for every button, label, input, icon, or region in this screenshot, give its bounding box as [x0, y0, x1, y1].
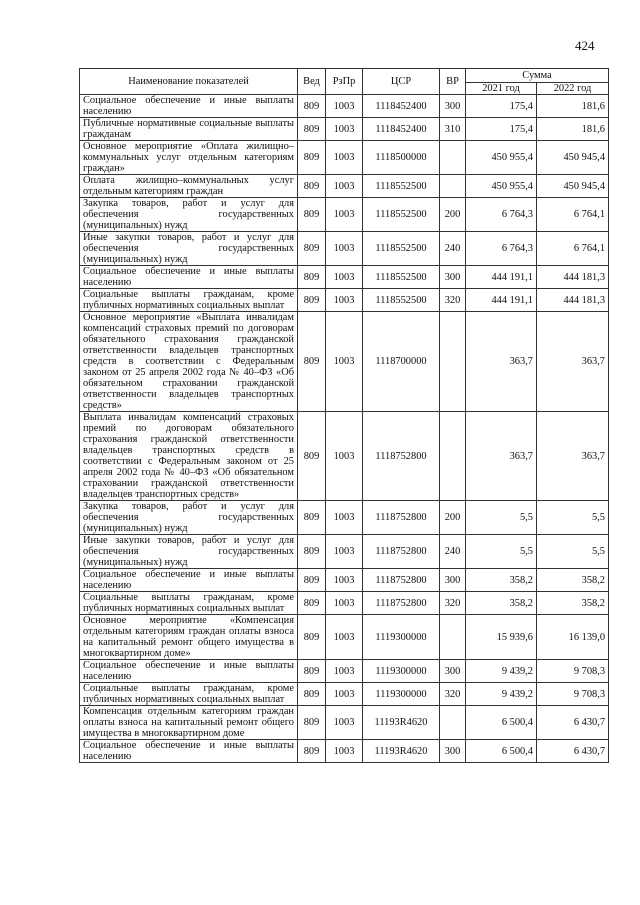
row-name: Основное мероприятие «Выплата инвалидам компенсаций страховых премий по договорам обязательного страхования гражданской ответственности владельцев транспортных средств в соответствии с Федеральным законом от 25 апреля 2002 года № 40–ФЗ «Об обязательном страховании гражданской ответственности владельцев транспортных средств»	[80, 312, 298, 412]
row-csr: 11193R4620	[363, 740, 440, 763]
row-csr: 1118552500	[363, 232, 440, 266]
table-row	[80, 118, 609, 141]
row-sum-2022: 6 764,1	[537, 198, 609, 232]
row-rzpr: 1003	[326, 569, 363, 592]
table-row	[80, 266, 609, 289]
table-row	[80, 501, 609, 535]
row-rzpr: 1003	[326, 266, 363, 289]
row-name: Социальное обеспечение и иные выплаты населению	[80, 660, 298, 683]
page-number: 424	[575, 38, 595, 53]
row-sum-2021: 363,7	[466, 412, 537, 501]
header-ved: Вед	[298, 69, 326, 95]
row-rzpr: 1003	[326, 615, 363, 660]
row-vr	[440, 412, 466, 501]
table-row	[80, 569, 609, 592]
row-sum-2021: 450 955,4	[466, 175, 537, 198]
row-vr: 300	[440, 569, 466, 592]
row-vr	[440, 141, 466, 175]
row-rzpr: 1003	[326, 95, 363, 118]
row-csr: 1118452400	[363, 118, 440, 141]
row-sum-2022: 5,5	[537, 535, 609, 569]
row-sum-2021: 5,5	[466, 535, 537, 569]
row-rzpr: 1003	[326, 232, 363, 266]
row-csr: 11193R4620	[363, 706, 440, 740]
row-csr: 1118700000	[363, 312, 440, 412]
row-rzpr: 1003	[326, 289, 363, 312]
row-name: Социальное обеспечение и иные выплаты населению	[80, 95, 298, 118]
row-name: Иные закупки товаров, работ и услуг для обеспечения государственных (муниципальных) нужд	[80, 232, 298, 266]
row-rzpr: 1003	[326, 412, 363, 501]
table-row	[80, 198, 609, 232]
row-csr: 1118752800	[363, 412, 440, 501]
row-ved: 809	[298, 118, 326, 141]
row-vr: 320	[440, 289, 466, 312]
row-sum-2022: 5,5	[537, 501, 609, 535]
row-sum-2022: 444 181,3	[537, 266, 609, 289]
row-vr: 310	[440, 118, 466, 141]
table-header	[80, 69, 609, 95]
row-ved: 809	[298, 592, 326, 615]
row-ved: 809	[298, 569, 326, 592]
row-vr: 300	[440, 266, 466, 289]
row-ved: 809	[298, 740, 326, 763]
header-csr: ЦСР	[363, 69, 440, 95]
row-sum-2021: 9 439,2	[466, 683, 537, 706]
row-csr: 1119300000	[363, 660, 440, 683]
row-rzpr: 1003	[326, 706, 363, 740]
row-ved: 809	[298, 615, 326, 660]
row-name: Иные закупки товаров, работ и услуг для обеспечения государственных (муниципальных) нужд	[80, 535, 298, 569]
table-row	[80, 683, 609, 706]
row-rzpr: 1003	[326, 312, 363, 412]
row-rzpr: 1003	[326, 175, 363, 198]
row-name: Основное мероприятие «Компенсация отдельным категориям граждан оплаты взноса на капитальный ремонт общего имущества в многоквартирном доме»	[80, 615, 298, 660]
row-sum-2021: 15 939,6	[466, 615, 537, 660]
row-vr: 200	[440, 501, 466, 535]
row-vr	[440, 312, 466, 412]
row-name: Социальное обеспечение и иные выплаты населению	[80, 266, 298, 289]
row-sum-2022: 450 945,4	[537, 141, 609, 175]
row-csr: 1118752800	[363, 501, 440, 535]
row-name: Социальное обеспечение и иные выплаты населению	[80, 569, 298, 592]
row-csr: 1118500000	[363, 141, 440, 175]
row-sum-2022: 358,2	[537, 592, 609, 615]
row-vr: 320	[440, 592, 466, 615]
row-csr: 1118552500	[363, 289, 440, 312]
table-row	[80, 535, 609, 569]
row-ved: 809	[298, 232, 326, 266]
row-vr: 300	[440, 740, 466, 763]
row-rzpr: 1003	[326, 141, 363, 175]
row-sum-2021: 6 500,4	[466, 706, 537, 740]
budget-table	[79, 68, 609, 763]
row-csr: 1119300000	[363, 615, 440, 660]
row-ved: 809	[298, 683, 326, 706]
row-vr	[440, 706, 466, 740]
row-name: Социальное обеспечение и иные выплаты населению	[80, 740, 298, 763]
row-name: Выплата инвалидам компенсаций страховых премий по договорам обязательного страхования гражданской ответственности владельцев транспортных средств в соответствии с Федеральным законом от 25 апреля 2002 года № 40–ФЗ «Об обязательном страховании гражданской ответственности владельцев транспортных средств»	[80, 412, 298, 501]
row-vr: 320	[440, 683, 466, 706]
row-rzpr: 1003	[326, 740, 363, 763]
row-ved: 809	[298, 95, 326, 118]
table-row	[80, 175, 609, 198]
row-rzpr: 1003	[326, 198, 363, 232]
header-name: Наименование показателей	[80, 69, 298, 95]
row-ved: 809	[298, 501, 326, 535]
row-ved: 809	[298, 706, 326, 740]
row-sum-2022: 9 708,3	[537, 683, 609, 706]
row-ved: 809	[298, 175, 326, 198]
header-year-2022: 2022 год	[537, 83, 609, 95]
row-sum-2021: 450 955,4	[466, 141, 537, 175]
row-name: Компенсация отдельным категориям граждан оплаты взноса на капитальный ремонт общего имущества в многоквартирном доме	[80, 706, 298, 740]
header-sum: Сумма	[466, 69, 609, 83]
row-sum-2022: 16 139,0	[537, 615, 609, 660]
row-csr: 1118552500	[363, 198, 440, 232]
row-rzpr: 1003	[326, 660, 363, 683]
header-year-2021: 2021 год	[466, 83, 537, 95]
row-vr	[440, 175, 466, 198]
row-sum-2022: 363,7	[537, 312, 609, 412]
row-vr: 200	[440, 198, 466, 232]
row-ved: 809	[298, 312, 326, 412]
table-row	[80, 706, 609, 740]
row-name: Основное мероприятие «Оплата жилищно–коммунальных услуг отдельным категориям граждан»	[80, 141, 298, 175]
row-name: Публичные нормативные социальные выплаты гражданам	[80, 118, 298, 141]
row-csr: 1118452400	[363, 95, 440, 118]
row-ved: 809	[298, 266, 326, 289]
table-row	[80, 592, 609, 615]
table-row	[80, 95, 609, 118]
row-sum-2021: 444 191,1	[466, 266, 537, 289]
row-ved: 809	[298, 198, 326, 232]
row-sum-2021: 6 500,4	[466, 740, 537, 763]
row-vr: 300	[440, 95, 466, 118]
table-row	[80, 740, 609, 763]
row-sum-2021: 6 764,3	[466, 232, 537, 266]
row-sum-2022: 181,6	[537, 118, 609, 141]
header-rzpr: РзПр	[326, 69, 363, 95]
row-ved: 809	[298, 289, 326, 312]
row-sum-2021: 5,5	[466, 501, 537, 535]
row-sum-2021: 175,4	[466, 95, 537, 118]
row-rzpr: 1003	[326, 501, 363, 535]
row-name: Закупка товаров, работ и услуг для обеспечения государственных (муниципальных) нужд	[80, 198, 298, 232]
row-name: Социальные выплаты гражданам, кроме публичных нормативных социальных выплат	[80, 289, 298, 312]
row-sum-2022: 6 430,7	[537, 740, 609, 763]
table-row	[80, 141, 609, 175]
row-ved: 809	[298, 141, 326, 175]
row-ved: 809	[298, 535, 326, 569]
row-sum-2022: 6 430,7	[537, 706, 609, 740]
row-csr: 1118552500	[363, 175, 440, 198]
row-vr: 300	[440, 660, 466, 683]
row-name: Социальные выплаты гражданам, кроме публичных нормативных социальных выплат	[80, 683, 298, 706]
row-csr: 1118752800	[363, 535, 440, 569]
row-csr: 1118752800	[363, 569, 440, 592]
row-rzpr: 1003	[326, 683, 363, 706]
header-vr: ВР	[440, 69, 466, 95]
row-sum-2022: 450 945,4	[537, 175, 609, 198]
row-csr: 1118752800	[363, 592, 440, 615]
table-row	[80, 312, 609, 412]
row-sum-2021: 363,7	[466, 312, 537, 412]
row-ved: 809	[298, 660, 326, 683]
row-sum-2022: 444 181,3	[537, 289, 609, 312]
row-ved: 809	[298, 412, 326, 501]
table-row	[80, 660, 609, 683]
row-rzpr: 1003	[326, 535, 363, 569]
row-name: Закупка товаров, работ и услуг для обеспечения государственных (муниципальных) нужд	[80, 501, 298, 535]
row-vr: 240	[440, 535, 466, 569]
row-sum-2022: 363,7	[537, 412, 609, 501]
row-rzpr: 1003	[326, 592, 363, 615]
row-sum-2021: 175,4	[466, 118, 537, 141]
table-body	[80, 95, 609, 763]
row-sum-2022: 6 764,1	[537, 232, 609, 266]
row-sum-2021: 9 439,2	[466, 660, 537, 683]
table-row	[80, 289, 609, 312]
row-csr: 1118552500	[363, 266, 440, 289]
row-sum-2021: 6 764,3	[466, 198, 537, 232]
row-sum-2021: 444 191,1	[466, 289, 537, 312]
table-row	[80, 232, 609, 266]
row-vr: 240	[440, 232, 466, 266]
row-sum-2022: 9 708,3	[537, 660, 609, 683]
row-vr	[440, 615, 466, 660]
row-sum-2022: 181,6	[537, 95, 609, 118]
row-rzpr: 1003	[326, 118, 363, 141]
table-row	[80, 412, 609, 501]
row-sum-2021: 358,2	[466, 592, 537, 615]
row-name: Социальные выплаты гражданам, кроме публичных нормативных социальных выплат	[80, 592, 298, 615]
row-sum-2022: 358,2	[537, 569, 609, 592]
row-sum-2021: 358,2	[466, 569, 537, 592]
row-csr: 1119300000	[363, 683, 440, 706]
table-row	[80, 615, 609, 660]
row-name: Оплата жилищно–коммунальных услуг отдельным категориям граждан	[80, 175, 298, 198]
